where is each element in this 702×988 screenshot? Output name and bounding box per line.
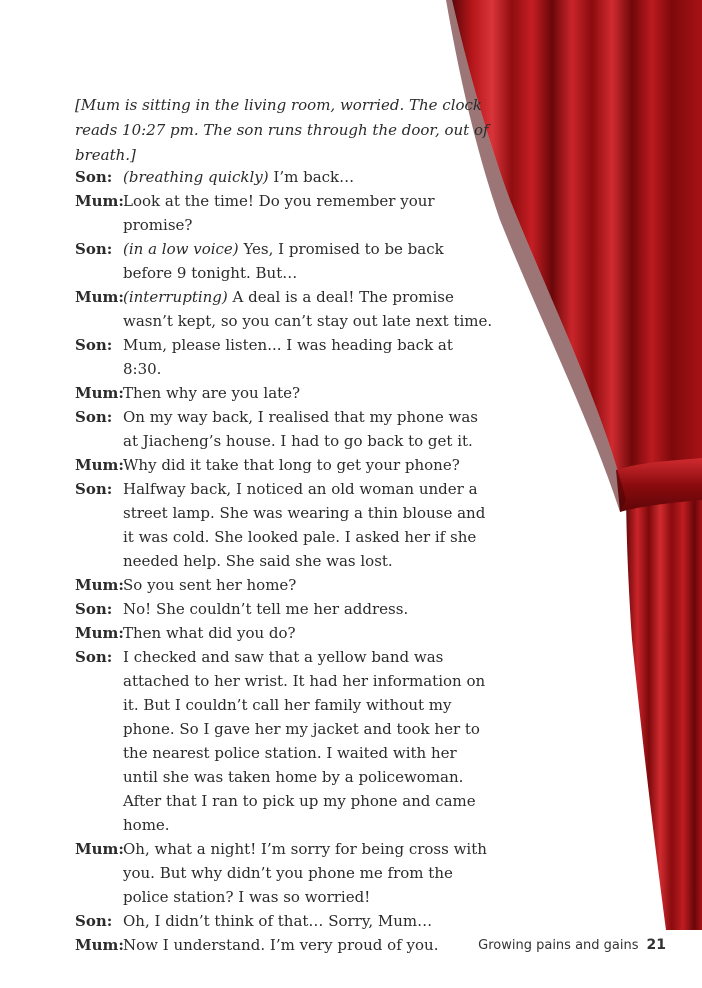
speaker-label: Son: [75,168,113,186]
speech-content: Mum, please listen... I was heading back at 8:30. [123,336,453,378]
dialogue-line [75,405,495,453]
speech-content: Then what did you do? [123,624,296,642]
dialogue-line [75,933,495,957]
page-number: 21 [646,937,666,953]
speech-content: I’m back… [268,168,355,186]
dialogue-line [75,597,495,621]
speech-text [123,933,495,957]
speech-text [123,477,495,573]
speech-text [123,189,495,237]
dialogue-line [75,333,495,381]
speech-content: Look at the time! Do you remember your promise? [123,192,435,234]
speech-content: Yes, I promised to be back before 9 tonight. But… [123,240,444,282]
dialogue-line [75,621,495,645]
speech-text [123,333,495,381]
speaker-label: Mum: [75,288,124,306]
speaker-label: Son: [75,912,113,930]
acting-direction: (interrupting) [123,288,228,306]
speaker-label: Mum: [75,384,124,402]
acting-direction: (in a low voice) [123,240,239,258]
speaker-label: Mum: [75,624,124,642]
speech-text [123,405,495,453]
dialogue-line [75,165,495,189]
speaker-label: Mum: [75,840,124,858]
speech-content: Oh, I didn’t think of that… Sorry, Mum… [123,912,433,930]
dialogue-line [75,381,495,405]
dialogue-line [75,645,495,837]
speaker-label: Son: [75,408,113,426]
speaker-label: Son: [75,480,113,498]
speech-text [123,837,495,909]
speech-content: A deal is a deal! The promise wasn’t kept, so you can’t stay out late next time. [123,288,493,330]
speech-content: I checked and saw that a yellow band was attached to her wrist. It had her information on it. But I couldn’t call her family without my phone. So I gave her my jacket and took her to the nearest police station. I waited with her until she was taken home by a policewoman. After that I ran to pick up my phone and came home. [123,648,486,834]
dialogue-line [75,909,495,933]
dialogue-line [75,189,495,237]
speech-text [123,909,495,933]
speech-content: Oh, what a night! I’m sorry for being cross with you. But why didn’t you phone me from the police station? I was so worried! [123,840,487,906]
speech-text [123,621,495,645]
speaker-label: Son: [75,240,113,258]
section-title: Growing pains and gains [478,938,639,953]
speech-content: No! She couldn’t tell me her address. [123,600,409,618]
dialogue-line [75,285,495,333]
page-footer [478,937,666,953]
speaker-label: Son: [75,600,113,618]
speaker-label: Son: [75,648,113,666]
dialogue-line [75,837,495,909]
speech-text [123,453,495,477]
speech-content: So you sent her home? [123,576,297,594]
speaker-label: Son: [75,336,113,354]
speech-text [123,597,495,621]
speech-content: Now I understand. I’m very proud of you. [123,936,439,954]
speech-content: On my way back, I realised that my phone was at Jiacheng’s house. I had to go back to get it. [123,408,478,450]
speech-text [123,285,495,333]
dialogue-line [75,453,495,477]
speaker-label: Mum: [75,576,124,594]
dialogue-line [75,237,495,285]
speech-content: Why did it take that long to get your phone? [123,456,460,474]
speaker-label: Mum: [75,936,124,954]
speech-text [123,237,495,285]
stage-direction: [Mum is sitting in the living room, worried. The clock reads 10:27 pm. The son runs through the door, out of breath.] [75,96,489,164]
speaker-label: Mum: [75,192,124,210]
dialogue-line [75,573,495,597]
dialogue-line [75,477,495,573]
dialogue-script [75,165,495,957]
speech-text [123,573,495,597]
speech-content: Then why are you late? [123,384,301,402]
speaker-label: Mum: [75,456,124,474]
speech-text [123,645,495,837]
acting-direction: (breathing quickly) [123,168,269,186]
speech-content: Halfway back, I noticed an old woman under a street lamp. She was wearing a thin blouse and it was cold. She looked pale. I asked her if she needed help. She said she was lost. [123,480,486,570]
speech-text [123,381,495,405]
speech-text [123,165,495,189]
